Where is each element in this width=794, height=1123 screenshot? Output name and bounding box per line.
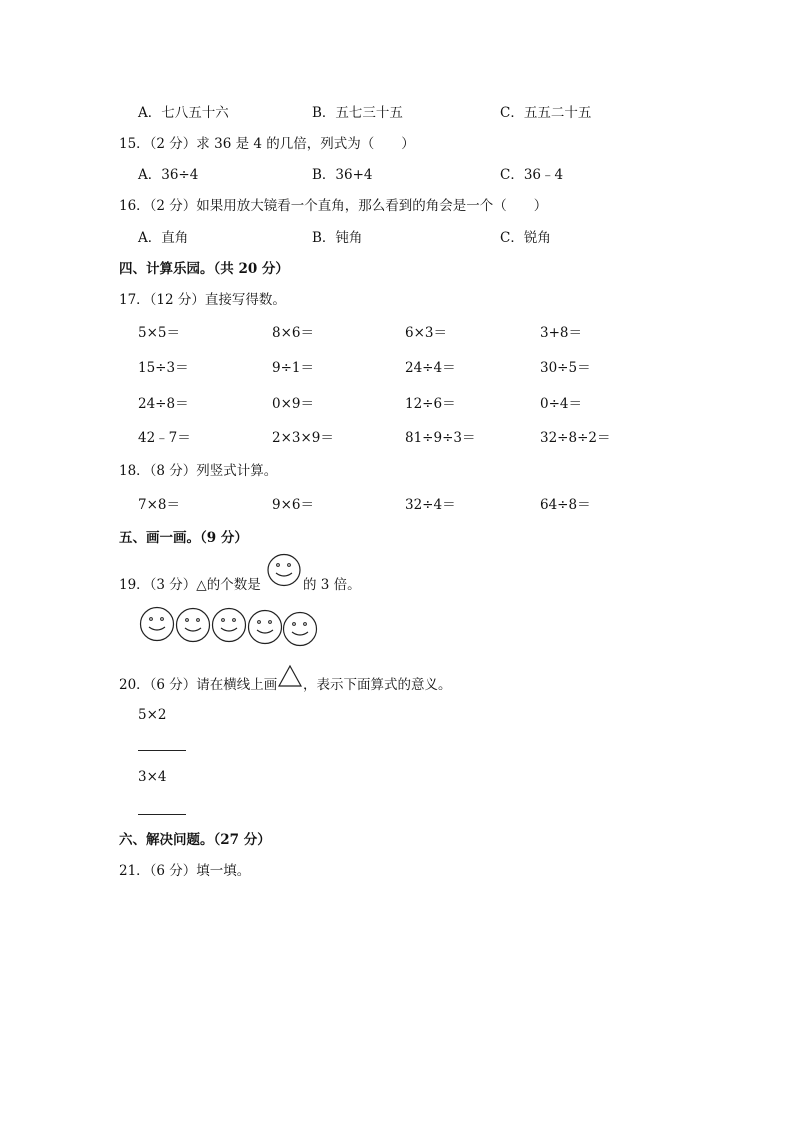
section-5-heading: 五、画一画。（9 分） — [119, 530, 248, 546]
q17-cell: 2×3×9＝ — [272, 430, 334, 446]
q20-expression-2: 3×4 — [138, 769, 167, 785]
q18-item: 32÷4＝ — [405, 497, 456, 513]
smiley-face-icon — [175, 607, 211, 643]
q17-cell: 42﹣7＝ — [138, 430, 191, 446]
q14-option-b: B．五七三十五 — [312, 105, 403, 121]
triangle-icon — [277, 664, 303, 688]
q17-cell: 5×5＝ — [138, 325, 180, 341]
q21-stem: 21．（6 分）填一填。 — [119, 863, 251, 879]
q18-item: 64÷8＝ — [540, 497, 591, 513]
q17-cell: 0×9＝ — [272, 396, 314, 412]
section-6-heading: 六、解决问题。（27 分） — [119, 832, 271, 848]
q18-stem: 18．（8 分）列竖式计算。 — [119, 463, 278, 479]
q17-cell: 0÷4＝ — [540, 396, 582, 412]
smiley-face-icon — [247, 609, 283, 645]
answer-blank-line[interactable] — [138, 750, 186, 751]
smiley-face-icon — [282, 611, 318, 647]
q14-option-c: C．五五二十五 — [500, 105, 592, 121]
q17-stem: 17．（12 分）直接写得数。 — [119, 292, 286, 308]
q16-option-a: A．直角 — [138, 230, 189, 246]
section-4-heading: 四、计算乐园。（共 20 分） — [119, 261, 289, 277]
q16-stem: 16．（2 分）如果用放大镜看一个直角，那么看到的角会是一个（ ） — [119, 198, 548, 214]
q15-option-b: B．36+4 — [312, 167, 373, 183]
q14-option-a: A．七八五十六 — [138, 105, 229, 121]
smiley-face-icon — [139, 606, 175, 642]
q17-cell: 6×3＝ — [405, 325, 447, 341]
q19-stem-b: 的 3 倍。 — [303, 577, 361, 593]
q20-stem-a: 20．（6 分）请在横线上画 — [119, 677, 278, 693]
q17-cell: 81÷9÷3＝ — [405, 430, 476, 446]
q18-item: 7×8＝ — [138, 497, 180, 513]
q17-cell: 12÷6＝ — [405, 396, 456, 412]
q15-option-a: A．36÷4 — [138, 167, 199, 183]
q16-option-c: C．锐角 — [500, 230, 551, 246]
q17-cell: 9÷1＝ — [272, 360, 314, 376]
q17-cell: 30÷5＝ — [540, 360, 591, 376]
q15-option-c: C．36﹣4 — [500, 167, 564, 183]
smiley-face-icon — [266, 553, 302, 587]
q16-option-b: B．钝角 — [312, 230, 363, 246]
q19-stem-a: 19．（3 分）△的个数是 — [119, 577, 261, 593]
q15-stem: 15．（2 分）求 36 是 4 的几倍，列式为（ ） — [119, 136, 415, 152]
q17-cell: 24÷8＝ — [138, 396, 189, 412]
q17-cell: 24÷4＝ — [405, 360, 456, 376]
q20-expression-1: 5×2 — [138, 707, 167, 723]
q18-item: 9×6＝ — [272, 497, 314, 513]
q17-cell: 32÷8÷2＝ — [540, 430, 611, 446]
answer-blank-line[interactable] — [138, 814, 186, 815]
q17-cell: 3+8＝ — [540, 325, 582, 341]
q17-cell: 15÷3＝ — [138, 360, 189, 376]
q20-stem-b: ，表示下面算式的意义。 — [303, 677, 452, 693]
smiley-face-icon — [211, 607, 247, 643]
q17-cell: 8×6＝ — [272, 325, 314, 341]
